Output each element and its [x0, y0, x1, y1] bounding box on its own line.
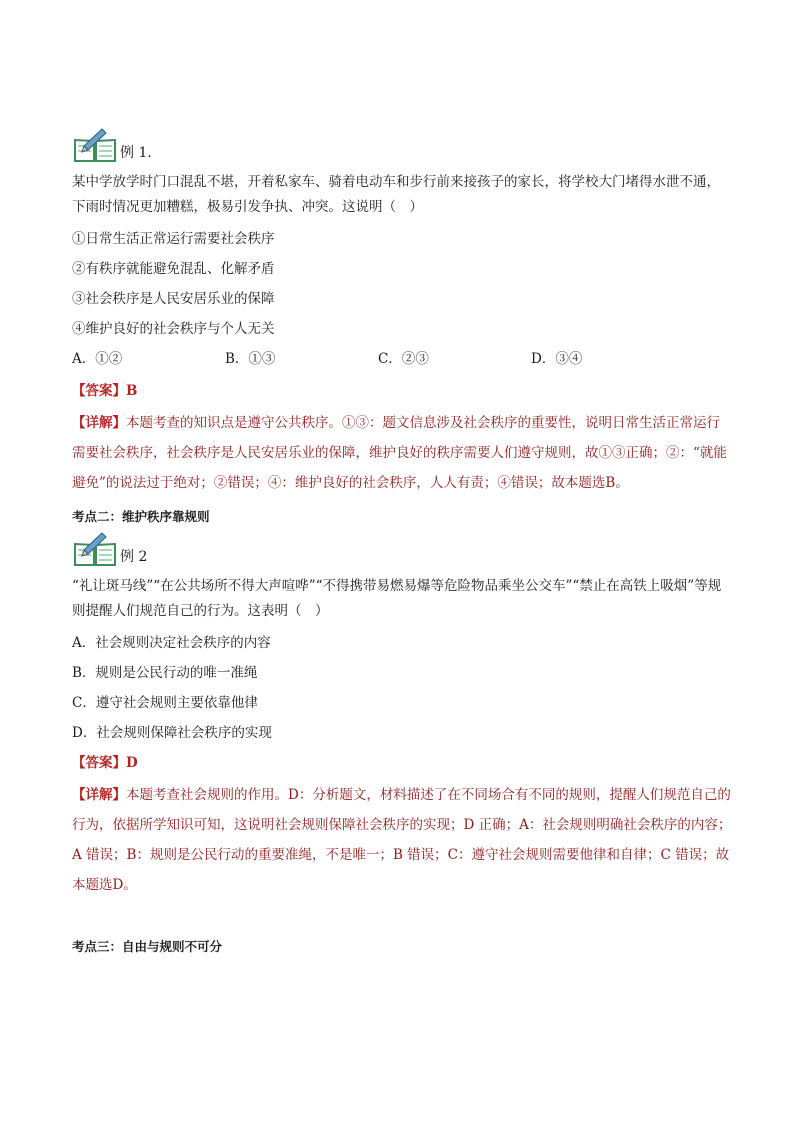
example-2-answer: [72, 750, 732, 776]
example-1-detail: [72, 408, 732, 498]
knowledge-point-3: 考点三：自由与规则不可分: [72, 939, 223, 954]
example-1-choices: [72, 346, 732, 372]
statement-2: ②有秩序就能避免混乱、化解矛盾: [72, 261, 275, 277]
example-1-header: [72, 126, 732, 164]
option-c: C．遵守社会规则主要依靠他律: [72, 695, 258, 711]
book-pencil-icon: [72, 126, 118, 164]
detail-text: 本题考查的知识点是遵守公共秩序。①③：题文信息涉及社会秩序的重要性，说明日常生活正常运行需要社会秩序，社会秩序是人民安居乐业的保障，维护良好的秩序需要人们遵守规则，故①③正确；②：“就能避免”的说法过于绝对；②错误；④：维护良好的社会秩序，人人有责；④错误；故本题选B。: [72, 415, 727, 491]
statement-1: ①日常生活正常运行需要社会秩序: [72, 231, 275, 247]
book-pencil-icon: [72, 530, 118, 568]
option-b: B．规则是公民行动的唯一准绳: [72, 665, 258, 681]
example-1-title: 例 1.: [120, 145, 152, 161]
example-2-header: [72, 530, 732, 568]
answer-value: D: [126, 755, 138, 771]
detail-text: 本题考查社会规则的作用。D：分析题文，材料描述了在不同场合有不同的规则，提醒人们规范自己的行为，依据所学知识可知，这说明社会规则保障社会秩序的实现；D 正确；A：社会规则明确社会秩序的内容；A 错误；B：规则是公民行动的重要准绳，不是唯一；B 错误；C：遵守社会规则需要他律和自律；C 错误；故本题选D。: [72, 787, 732, 893]
choice-a: A．①②: [72, 351, 123, 367]
example-2-detail: [72, 780, 732, 900]
example-2-title: 例 2: [120, 549, 148, 565]
answer-label: 【答案】: [72, 383, 126, 399]
option-d: D．社会规则保障社会秩序的实现: [72, 725, 272, 741]
knowledge-point-2: 考点二：维护秩序靠规则: [72, 509, 210, 524]
choice-d: D．③④: [531, 351, 583, 367]
answer-label: 【答案】: [72, 755, 126, 771]
statement-4: ④维护良好的社会秩序与个人无关: [72, 321, 275, 337]
choice-c: C．②③: [378, 351, 429, 367]
detail-label: 【详解】: [72, 415, 126, 431]
detail-label: 【详解】: [72, 787, 126, 803]
statement-3: ③社会秩序是人民安居乐业的保障: [72, 291, 275, 307]
answer-value: B: [126, 383, 138, 399]
option-a: A．社会规则决定社会秩序的内容: [72, 635, 271, 651]
choice-b: B．①③: [225, 351, 276, 367]
example-1-question: 某中学放学时门口混乱不堪，开着私家车、骑着电动车和步行前来接孩子的家长，将学校大门堵得水泄不通，下雨时情况更加糟糕，极易引发争执、冲突。这说明（ ）: [72, 174, 720, 215]
document-page: [72, 126, 732, 960]
example-2-question: “礼让斑马线”“在公共场所不得大声喧哗”“不得携带易燃易爆等危险物品乘坐公交车”“禁止在高铁上吸烟”等规则提醒人们规范自己的行为。这表明（ ）: [72, 578, 722, 619]
example-1-answer: [72, 378, 732, 404]
